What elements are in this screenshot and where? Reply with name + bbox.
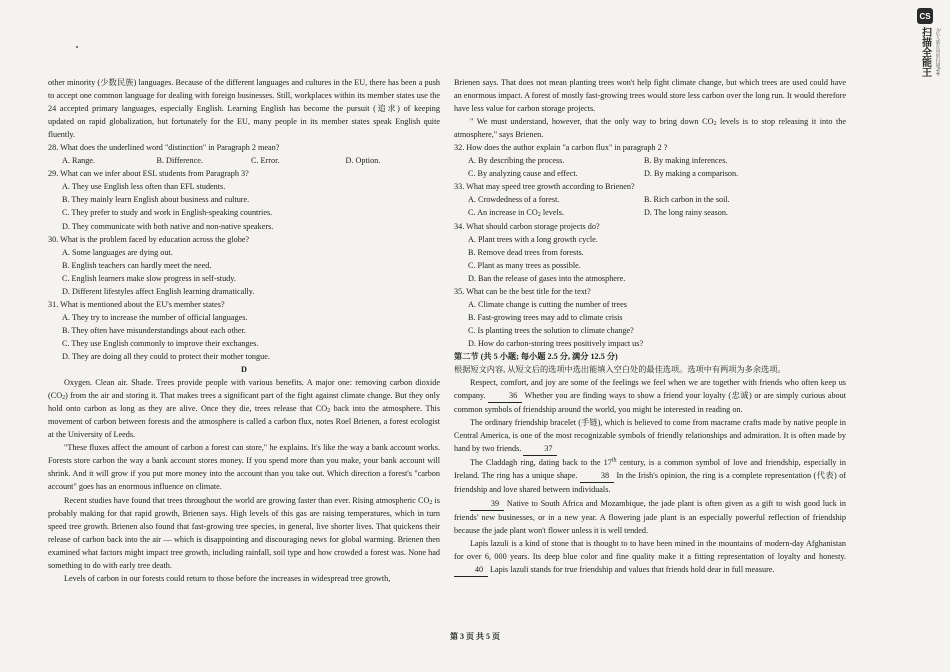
option: D. They communicate with both native and non-native speakers. [62, 221, 274, 231]
blank-40: 40 [454, 563, 488, 577]
cloze-paragraph-2: The ordinary friendship bracelet (手链), which is believed to come from macrame crafts made by native people in Central America, is one of the most recognizable symbols of friendly relationships and admiration. It is often made by hand by two friends. 37 [454, 416, 846, 456]
passage-d-paragraph-4: Levels of carbon in our forests could return to those before the increases in widespread tree growth, [64, 573, 391, 583]
passage-d-paragraph-2: "These fluxes affect the amount of carbon a forest can store," he explains. It's like the way a bank account works. Forests store carbon the way a bank account stores money. If you spend more than you make, your bank account will shrink. And it will grow if you put more money into the account than you take out. Which direction a forest's "carbon account" goes has an enormous influence on climate. [48, 443, 440, 492]
option: D. How do carbon-storing trees positively impact us? [468, 338, 644, 348]
question-28: 28. What does the underlined word "distinction" in Paragraph 2 mean? [48, 143, 280, 153]
question-31: 31. What is mentioned about the EU's member states? [48, 299, 225, 309]
option: A. They use English less often than EFL students. [62, 182, 226, 192]
option: A. Climate change is cutting the number of trees [468, 299, 627, 309]
option: D. By making a comparison. [644, 169, 739, 179]
blank-39: 39 [470, 497, 504, 511]
camscanner-logo [916, 8, 934, 86]
section-2-title: 第二节 (共 5 小题; 每小题 2.5 分, 满分 12.5 分) [454, 351, 618, 361]
question-33-options [454, 193, 846, 219]
passage-c-ending: other minority (少数民族) languages. Because of the different languages and cultures in the EU, there has been a push to accept one common language for dealing with foreign businesses. Still, workplaces within its member states use the 24 accepted primary languages, especially English. Learning English has become the pursuit (追求) of keeping updated on rapid globalization, but fortunately for the EU, many people in its member states speak English quite fluently. [48, 78, 440, 140]
cloze-paragraph-1: Respect, comfort, and joy are some of the feelings we feel when we are together with friends who often keep us company. 36 Whether you are finding ways to show a friend your loyalty (忠诚) or are simply curious about common symbols of friendship around the world, you might be interested in reading on. [454, 378, 847, 415]
option: A. Some languages are dying out. [62, 247, 173, 257]
question-33: 33. What may speed tree growth according to Brienen? [454, 182, 635, 192]
option: C. Is planting trees the solution to climate change? [468, 325, 634, 335]
cloze-paragraph-4: 39 Native to South Africa and Mozambique, the jade plant is often given as a gift to wish good luck in friends' new businesses, or in a new year. A flowering jade plant is an especially powerful reflection of friendship because the jade plant won't flower unless it is well tended. [454, 498, 847, 535]
option: C. They prefer to study and work in English-speaking countries. [62, 208, 273, 218]
question-34: 34. What should carbon storage projects do? [454, 221, 600, 231]
option: C. English learners make slow progress in self-study. [62, 273, 236, 283]
passage-d-paragraph-3: Recent studies have found that trees throughout the world are growing faster than ever. Rising atmospheric $CO_2$ is probably making for that rapid growth, Brienen says. High levels of this gas are raising temperatures, which in turn speed tree growth. Brienen also found that fast-growing tree species, in general, live shorter lives. That quickens their release of carbon back into the air — which is disappointing and discouraging news for global warming. Brienen then examined what factors might impact tree growth, including rainfall, soil type and how crowded a forest was. None had something to do with early tree death. [48, 495, 440, 570]
blank-37: 37 [523, 442, 557, 456]
section-d-heading: D [241, 365, 247, 375]
option: A. They try to increase the number of official languages. [62, 312, 248, 322]
left-column [48, 76, 440, 585]
option: B. Rich carbon in the soil. [644, 195, 730, 205]
option: D. The long rainy season. [644, 208, 728, 218]
option: D. Ban the release of gases into the atmosphere. [468, 273, 626, 283]
blank-36: 36 [488, 389, 522, 403]
option: B. Difference. [156, 156, 203, 166]
option: D. They are doing all they could to protect their mother tongue. [62, 351, 270, 361]
cloze-paragraph-3: The Claddagh ring, dating back to the 17th century, is a common symbol of love and friendship, especially in Ireland. The ring has a unique shape. 38 In the Irish's opinion, the ring is a complete representation (代表) of friendship and love shared between individuals. [454, 457, 847, 495]
passage-d-paragraph-1: Oxygen. Clean air. Shade. Trees provide people with various benefits. A major one: removing carbon dioxide $(CO_2)$ from the air and storing it. That makes trees a significant part of the fight against climate change. But they only hold onto carbon as long as they are alive. Once they die, trees release that $CO_2$ back into the atmosphere. This movement of carbon between forests and the atmosphere is called a carbon flux, notes Roel Brienen, a forest ecologist at the University of Leeds. [48, 378, 441, 440]
option: C. They use English commonly to improve their exchanges. [62, 338, 259, 348]
passage-d-quote: " We must understand, however, that the only way to bring down $CO_2$ levels is to stop releasing it into the atmosphere," says Brienen. [454, 117, 846, 140]
option: B. Remove dead trees from forests. [468, 247, 584, 257]
section-2-instructions: 根据短文内容, 从短文后的选项中选出能填入空白处的最佳选项。选项中有两项为多余选项。 [454, 365, 786, 375]
scan-speck [76, 46, 78, 48]
blank-38: 38 [580, 469, 614, 483]
option: C. Error. [251, 156, 280, 166]
question-28-options [48, 154, 440, 167]
option: A. Crowdedness of a forest. [468, 195, 560, 205]
option: B. Fast-growing trees may add to climate crisis [468, 312, 623, 322]
question-30: 30. What is the problem faced by education across the globe? [48, 234, 250, 244]
cloze-paragraph-5: Lapis lazuli is a kind of stone that is thought to to have been mined in the mountains of modern-day Afghanistan for over 6, 000 years. Its deep blue color and fine quality make it a fitting representation of loyalty and honesty. 40 Lapis lazuli stands for true friendship and values that friends hold dear in full measure. [454, 537, 846, 577]
option: B. By making inferences. [644, 156, 728, 166]
option: B. They often have misunderstandings about each other. [62, 325, 246, 335]
option: C. By analyzing cause and effect. [468, 169, 578, 179]
page-number: 第 3 页 共 5 页 [450, 632, 500, 641]
option: D. Option. [345, 156, 381, 166]
right-column [454, 76, 846, 577]
passage-d-paragraph-4-cont: Brienen says. That does not mean planting trees won't help fight climate change, but which trees are used could have an enormous impact. A forest of mostly fast-growing trees would store less carbon over the long run. It would therefore have less value for carbon storage projects. [454, 78, 846, 114]
option: C. An increase in $CO_2$ levels. [468, 208, 565, 219]
option: A. By describing the process. [468, 156, 565, 166]
question-35: 35. What can be the best title for the text? [454, 286, 591, 296]
question-29: 29. What can we infer about ESL students from Paragraph 3? [48, 169, 249, 179]
option: B. English teachers can hardly meet the need. [62, 260, 212, 270]
question-32-options [454, 154, 846, 180]
option: A. Range. [62, 156, 95, 166]
option: C. Plant as many trees as possible. [468, 260, 581, 270]
question-32: 32. How does the author explain "a carbon flux" in paragraph 2 ? [454, 143, 668, 153]
logo-name: 扫描全能王 [919, 27, 931, 77]
cs-badge-icon: CS [917, 8, 933, 24]
option: B. They mainly learn English about business and culture. [62, 195, 250, 205]
logo-tagline: 3亿人都在用的扫描App [935, 28, 940, 76]
option: D. Different lifestyles affect English learning dramatically. [62, 286, 255, 296]
option: A. Plant trees with a long growth cycle. [468, 234, 598, 244]
